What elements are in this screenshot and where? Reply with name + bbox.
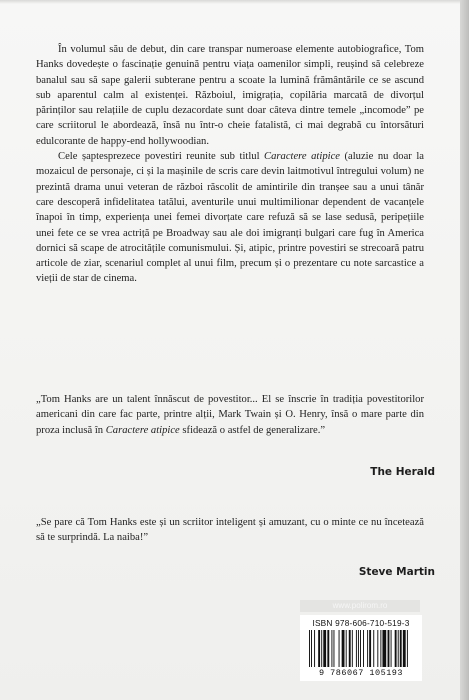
review-quote-steve-martin [36, 515, 424, 546]
quote-lead: „Se pare că Tom Hanks este și un scriitor inteligent și amuzant, cu o minte ce nu încetează să te surprindă. La naiba!” [36, 517, 424, 544]
blurb-paragraph-2-lead: Cele șaptesprezece povestiri reunite sub titlul [58, 151, 265, 163]
book-spine-edge [460, 0, 469, 700]
cover-top-edge [0, 0, 469, 4]
blurb-paragraph-2-rest: (aluzie nu doar la mozaicul de personaje, ci și la mașinile de scris care devin laitmotivul întregului volum) ne prezintă drama unui veteran de război răscolit de amintirile din tranșee sau a unui tânăr care descoperă infidelitatea tatălui, aventurile unui multimilionar dependent de vacanțele înapoi în timp, experiența unei femei divorțate care refuză să se lase sedusă, peripețiile unei fete ce se vrea actriță pe Broadway sau ale doi imigranți bulgari care fug în America dornici să scape de atrocitățile comunismului. Și, atipic, printre povestiri se strecoară patru articole de ziar, scenariul complet al unui film, precum și o prezentare cu note sarcastice a vieții de star de cinema. [36, 151, 424, 285]
barcode-icon [309, 630, 413, 667]
blurb-text [36, 42, 424, 287]
blurb-paragraph-1-text: În volumul său de debut, din care transpar numeroase elemente autobiografice, Tom Hanks dovedește o fascinație genuină pentru viața oamenilor simpli, reușind să celebreze banalul sau să sape galerii subterane pentru a scoate la lumină frământările ce se ascund sub aparentul calm al existenței. Războiul, imigrația, copilăria marcată de divorțul părinților sau relațiile de cuplu dezacordate sunt doar câteva dintre temele „incomode” pe care scriitorul le abordează, însă nu într-o cheie fatalistă, ci mai degrabă cu întorsături edulcorante de happy-end hollywoodian. [36, 44, 424, 147]
blurb-paragraph-2 [36, 149, 424, 287]
review-quote-text [36, 515, 424, 546]
quote-book-title: Caractere atipice [105, 424, 180, 436]
review-quote-herald [36, 392, 424, 438]
book-title-italic: Caractere atipice [264, 151, 340, 163]
review-quote-text [36, 392, 424, 438]
publisher-watermark: www.polirom.ro [300, 600, 420, 612]
isbn-text: ISBN 978-606-710-519-3 [312, 618, 410, 628]
blurb-paragraph-1 [36, 42, 424, 149]
quote-source-herald: The Herald [370, 466, 435, 478]
quote-lead: „Tom Hanks are un talent înnăscut de povestitor... El se înscrie în tradiția povestitorilor americani din care fac parte, printre alții, Mark Twain și O. Henry, însă o mare parte din proza inclusă în [36, 394, 424, 436]
quote-tail: sfidează o astfel de generalizare.” [179, 424, 326, 436]
barcode-digits: 9 786067 105193 [318, 668, 403, 678]
barcode-label [300, 615, 422, 681]
quote-source-steve-martin: Steve Martin [358, 566, 435, 578]
